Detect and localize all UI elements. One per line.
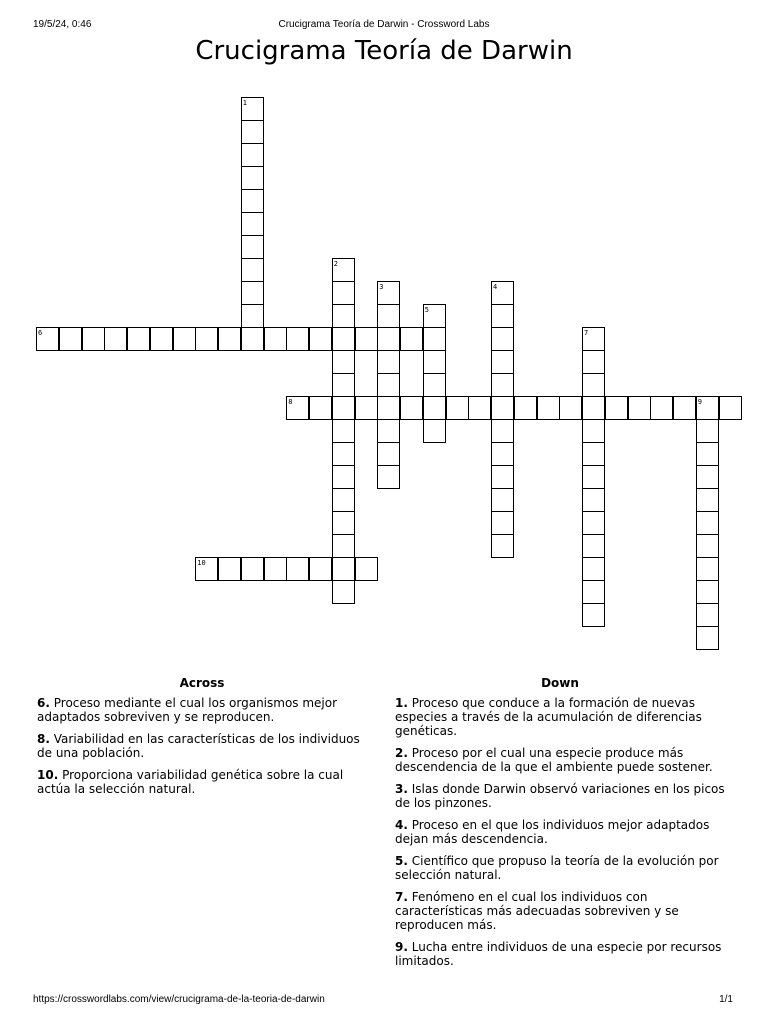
grid-cell[interactable] (241, 166, 264, 190)
grid-cell[interactable] (59, 327, 82, 351)
grid-cell[interactable] (241, 281, 264, 305)
grid-clue-number: 6 (38, 329, 43, 337)
grid-cell[interactable] (218, 327, 241, 351)
grid-cell[interactable] (423, 350, 446, 374)
grid-cell[interactable] (150, 327, 173, 351)
across-clues (37, 676, 367, 804)
grid-clue-number: 9 (697, 398, 703, 406)
grid-cell[interactable] (696, 442, 719, 466)
grid-cell[interactable] (332, 304, 355, 328)
grid-cell[interactable] (332, 419, 355, 443)
grid-cell[interactable] (332, 350, 355, 374)
clue-number: 4. (395, 818, 408, 832)
page-title: Crucigrama Teoría de Darwin (195, 36, 573, 66)
grid-cell[interactable] (491, 465, 514, 489)
clue-number: 1. (395, 696, 408, 710)
clue-down-3 (395, 782, 725, 810)
grid-cell[interactable] (491, 396, 514, 420)
grid-cell[interactable] (377, 373, 400, 397)
grid-cell[interactable] (286, 557, 309, 581)
grid-cell[interactable] (423, 373, 446, 397)
grid-cell[interactable] (696, 511, 719, 535)
grid-cell[interactable] (673, 396, 696, 420)
print-page-title: Crucigrama Teoría de Darwin - Crossword Labs (278, 19, 490, 30)
grid-cell[interactable] (127, 327, 150, 351)
grid-cell[interactable] (696, 626, 719, 650)
print-page-number: 1/1 (719, 994, 733, 1005)
grid-cell[interactable] (423, 327, 446, 351)
clue-number: 6. (37, 696, 50, 710)
grid-cell[interactable] (400, 327, 423, 351)
grid-cell[interactable] (104, 327, 127, 351)
grid-cell[interactable] (332, 580, 355, 604)
grid-cell[interactable] (582, 603, 605, 627)
clue-text: Proceso que conduce a la formación de nuevas especies a través de la acumulación de diferencias genéticas. (395, 696, 702, 738)
print-footer (33, 994, 735, 1008)
grid-cell[interactable] (696, 603, 719, 627)
grid-cell[interactable] (377, 442, 400, 466)
grid-cell[interactable] (241, 143, 264, 167)
clue-across-10 (37, 768, 367, 796)
grid-cell[interactable] (605, 396, 628, 420)
grid-cell[interactable] (377, 419, 400, 443)
grid-cell[interactable] (241, 258, 264, 282)
grid-cell[interactable] (195, 327, 218, 351)
clue-text: Variabilidad en las características de los individuos de una población. (37, 732, 360, 760)
grid-cell[interactable] (491, 373, 514, 397)
grid-cell[interactable] (468, 396, 491, 420)
grid-cell[interactable] (582, 534, 605, 558)
clue-across-6 (37, 696, 367, 724)
grid-cell[interactable] (559, 396, 582, 420)
grid-cell[interactable] (82, 327, 105, 351)
grid-cell[interactable] (241, 120, 264, 144)
grid-cell[interactable] (719, 396, 742, 420)
grid-cell[interactable] (332, 488, 355, 512)
grid-cell[interactable] (491, 488, 514, 512)
clue-down-9 (395, 940, 725, 968)
grid-cell[interactable] (582, 396, 605, 420)
grid-cell[interactable] (491, 511, 514, 535)
down-heading: Down (541, 676, 579, 690)
grid-cell[interactable] (264, 327, 287, 351)
clue-number: 8. (37, 732, 50, 746)
grid-cell[interactable] (582, 442, 605, 466)
clue-text: Islas donde Darwin observó variaciones en los picos de los pinzones. (395, 782, 725, 810)
grid-cell[interactable] (491, 442, 514, 466)
grid-cell[interactable] (264, 557, 287, 581)
grid-clue-number: 2 (333, 260, 339, 268)
grid-cell[interactable] (696, 534, 719, 558)
grid-cell[interactable] (582, 511, 605, 535)
grid-cell[interactable] (423, 419, 446, 443)
clue-down-1 (395, 696, 725, 738)
grid-cell[interactable] (241, 304, 264, 328)
grid-clue-number: 1 (242, 99, 248, 107)
clue-down-5 (395, 854, 725, 882)
grid-cell[interactable] (377, 465, 400, 489)
grid-clue-number: 5 (424, 306, 430, 314)
grid-cell[interactable] (309, 557, 332, 581)
grid-cell[interactable] (377, 350, 400, 374)
grid-cell[interactable] (696, 488, 719, 512)
grid-cell[interactable] (696, 465, 719, 489)
grid-clue-number: 4 (493, 283, 498, 291)
grid-cell[interactable] (241, 235, 264, 259)
clue-number: 10. (37, 768, 59, 782)
clue-down-2 (395, 746, 725, 774)
grid-cell[interactable] (332, 373, 355, 397)
grid-cell[interactable] (582, 373, 605, 397)
grid-cell[interactable] (332, 534, 355, 558)
clue-text: Proceso mediante el cual los organismos mejor adaptados sobreviven y se reproducen. (37, 696, 338, 724)
down-clues (395, 676, 725, 976)
clue-text: Proceso en el que los individuos mejor adaptados dejan más descendencia. (395, 818, 710, 846)
clue-text: Proceso por el cual una especie produce más descendencia de la que el ambiente puede sostener. (395, 746, 713, 774)
clue-text: Científico que propuso la teoría de la evolución por selección natural. (395, 854, 719, 882)
grid-cell[interactable] (355, 327, 378, 351)
grid-cell[interactable] (423, 396, 446, 420)
clue-down-7 (395, 890, 725, 932)
clue-number: 7. (395, 890, 408, 904)
grid-cell[interactable] (400, 396, 423, 420)
print-url: https://crosswordlabs.com/view/crucigrama-de-la-teoria-de-darwin (33, 994, 325, 1005)
grid-cell[interactable] (491, 419, 514, 443)
clue-text: Lucha entre individuos de una especie por recursos limitados. (395, 940, 722, 968)
grid-cell[interactable] (218, 557, 241, 581)
grid-cell[interactable] (377, 304, 400, 328)
grid-cell[interactable] (696, 557, 719, 581)
grid-cell[interactable] (241, 557, 264, 581)
clue-number: 3. (395, 782, 408, 796)
grid-cell[interactable] (582, 488, 605, 512)
clue-down-4 (395, 818, 725, 846)
grid-cell[interactable] (309, 327, 332, 351)
clue-text: Fenómeno en el cual los individuos con características más adecuadas sobreviven y se reproducen más. (395, 890, 679, 932)
grid-cell[interactable] (173, 327, 196, 351)
grid-cell[interactable] (582, 350, 605, 374)
clue-text: Proporciona variabilidad genética sobre la cual actúa la selección natural. (37, 768, 344, 796)
grid-cell[interactable] (628, 396, 651, 420)
grid-cell[interactable] (650, 396, 673, 420)
print-date: 19/5/24, 0:46 (33, 19, 92, 30)
across-heading: Across (179, 676, 225, 690)
grid-cell[interactable] (241, 189, 264, 213)
grid-clue-number: 10 (197, 559, 206, 567)
grid-clue-number: 3 (379, 283, 384, 291)
grid-cell[interactable] (696, 419, 719, 443)
grid-cell[interactable] (491, 350, 514, 374)
grid-cell[interactable] (582, 465, 605, 489)
grid-cell[interactable] (286, 327, 309, 351)
grid-clue-number: 7 (584, 329, 589, 337)
grid-cell[interactable] (377, 327, 400, 351)
grid-clue-number: 8 (288, 398, 293, 406)
grid-cell[interactable] (332, 396, 355, 420)
clue-number: 5. (395, 854, 408, 868)
grid-cell[interactable] (332, 327, 355, 351)
grid-cell[interactable] (491, 327, 514, 351)
grid-cell[interactable] (332, 442, 355, 466)
grid-cell[interactable] (309, 396, 332, 420)
grid-cell[interactable] (332, 281, 355, 305)
grid-cell[interactable] (332, 557, 355, 581)
grid-cell[interactable] (377, 396, 400, 420)
grid-cell[interactable] (355, 396, 378, 420)
clue-number: 2. (395, 746, 408, 760)
grid-cell[interactable] (537, 396, 560, 420)
grid-cell[interactable] (491, 304, 514, 328)
grid-cell[interactable] (355, 557, 378, 581)
grid-cell[interactable] (332, 511, 355, 535)
grid-cell[interactable] (582, 557, 605, 581)
grid-cell[interactable] (241, 327, 264, 351)
grid-cell[interactable] (446, 396, 469, 420)
clue-number: 9. (395, 940, 408, 954)
clue-across-8 (37, 732, 367, 760)
grid-cell[interactable] (582, 580, 605, 604)
grid-cell[interactable] (491, 534, 514, 558)
grid-cell[interactable] (241, 212, 264, 236)
grid-cell[interactable] (696, 580, 719, 604)
grid-cell[interactable] (582, 419, 605, 443)
grid-cell[interactable] (514, 396, 537, 420)
grid-cell[interactable] (332, 465, 355, 489)
